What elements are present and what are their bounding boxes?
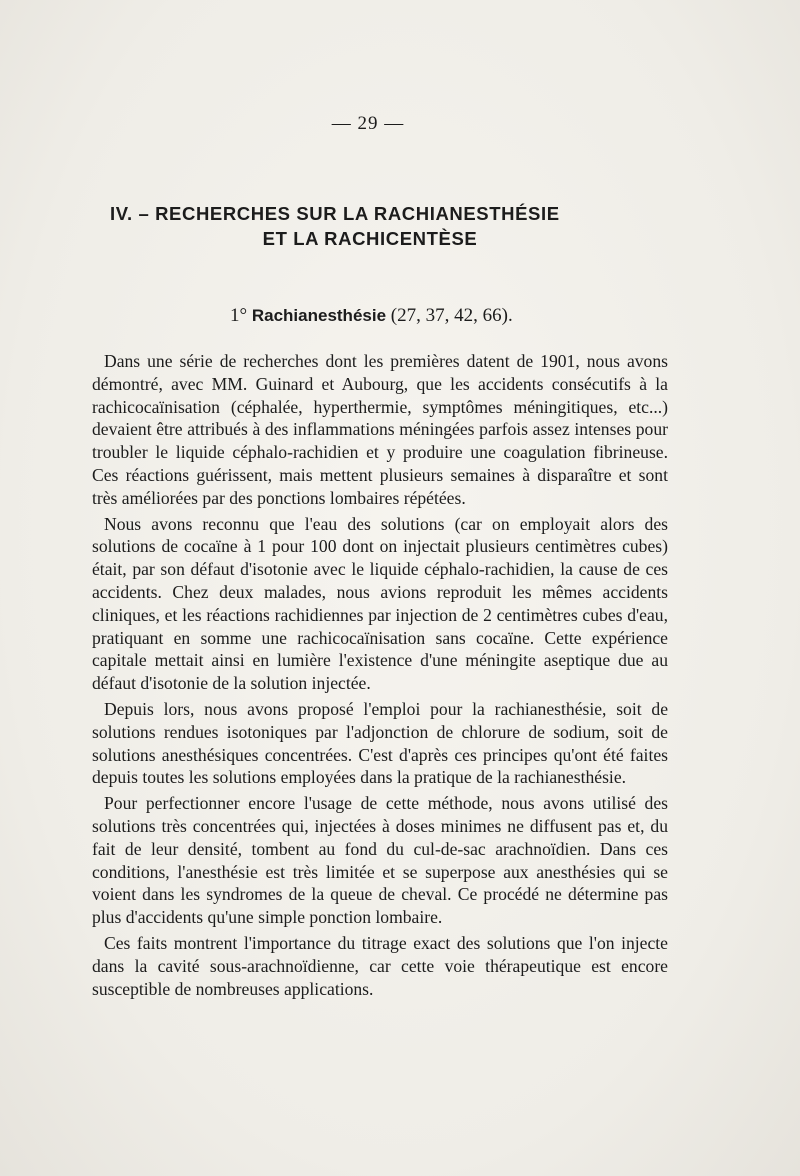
chapter-title — [110, 201, 630, 251]
paragraph: Ces faits montrent l'importance du titrage exact des solutions que l'on injecte dans la cavité sous-arachnoïdienne, car cette voie thérapeutique est encore susceptible de nombreuses applications. — [92, 932, 668, 999]
paragraph: Depuis lors, nous avons proposé l'emploi pour la rachianesthésie, soit de solutions rendues isotoniques par l'adjonction de chlorure de sodium, soit de solutions anesthésiques concentrées. C'est d'après ces principes qu'ont été faites depuis toutes les solutions employées dans la pratique de la rachianesthésie. — [92, 698, 668, 788]
section-number: 1° — [230, 305, 248, 326]
page-number: — 29 — — [331, 113, 405, 134]
section-references: (27, 37, 42, 66). — [390, 305, 513, 326]
chapter-title-line-2: ET LA RACHICENTÈSE — [262, 228, 478, 249]
section-name: Rachianesthésie — [251, 306, 387, 325]
section-title — [230, 305, 513, 327]
paragraph: Nous avons reconnu que l'eau des solutions (car on employait alors des solutions de cocaïne à 1 pour 100 dont on injectait plusieurs centimètres cubes) était, par son défaut d'isotonie avec le liquide céphalo-rachidien, la cause de ces accidents. Chez deux malades, nous avions reproduit les mêmes accidents cliniques, et les réactions rachidiennes par injection de 2 centimètres cubes d'eau, pratiquant en somme une rachicocaïnisation sans cocaïne. Cette expérience capitale mettait ainsi en lumière l'existence d'une méningite aseptique due au défaut d'isotonie de la solution injectée. — [92, 513, 668, 694]
chapter-title-line-1: IV. – RECHERCHES SUR LA RACHIANESTHÉSIE — [110, 203, 560, 224]
paragraph: Pour perfectionner encore l'usage de cette méthode, nous avons utilisé des solutions très concentrées qui, injectées à doses minimes ne diffusent pas et, du fait de leur densité, tombent au fond du cul-de-sac arachnoïdien. Dans ces conditions, l'anesthésie est très limitée et se superpose aux anesthésies qui se voient dans les syndromes de la queue de cheval. Ce procédé ne détermine pas plus d'accidents qu'une simple ponction lombaire. — [92, 793, 668, 928]
body-text — [92, 350, 668, 1003]
paragraph: Dans une série de recherches dont les premières datent de 1901, nous avons démontré, avec MM. Guinard et Aubourg, que les accidents consécutifs à la rachicocaïnisation (céphalée, hyperthermie, symptômes méningitiques, etc...) devaient être attribués à des inflammations méningées parfois assez intenses pour troubler le liquide céphalo-rachidien et y produire une coagulation fibrineuse. Ces réactions guérissent, mais mettent plusieurs semaines à disparaître et sont très améliorées par des ponctions lombaires répétées. — [92, 351, 668, 508]
